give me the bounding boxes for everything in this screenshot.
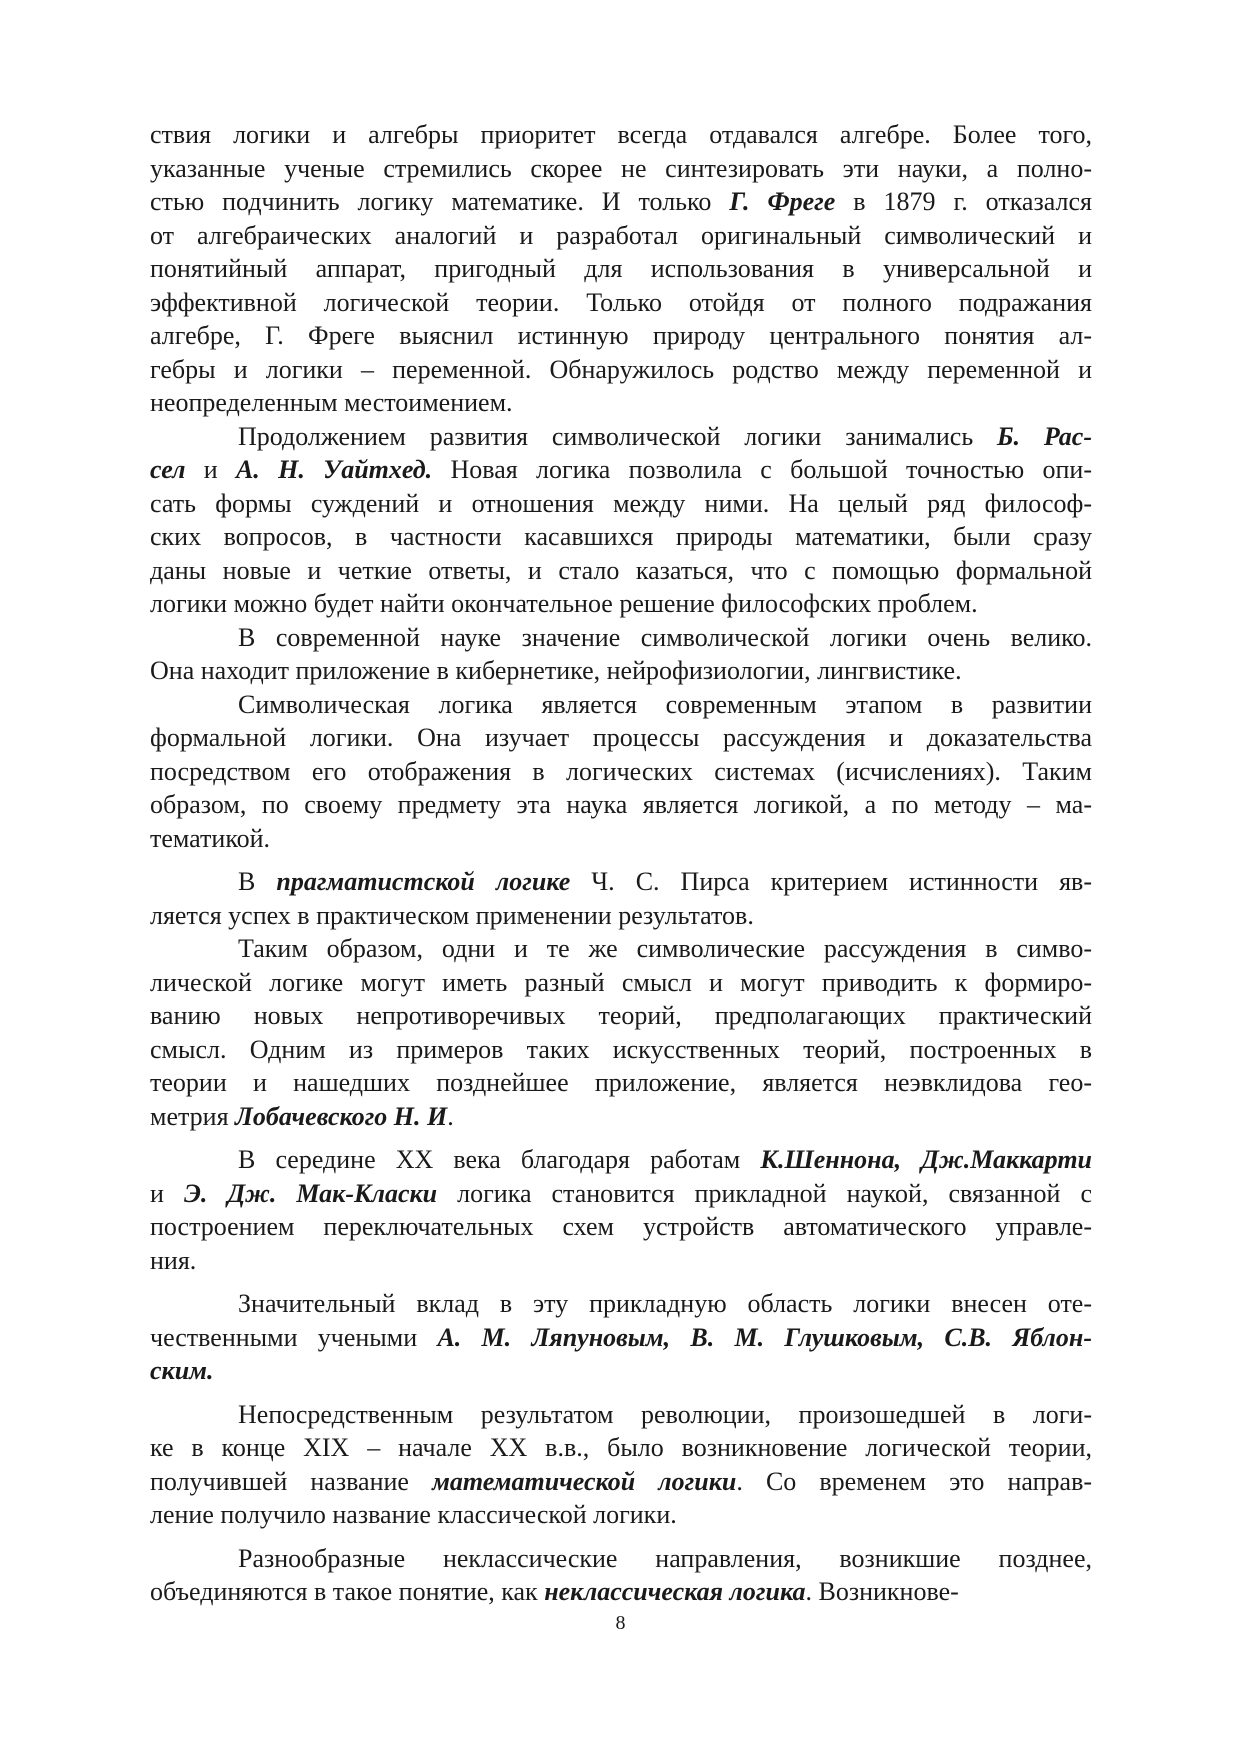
text-line — [150, 152, 1092, 186]
emphasized-term: К.Шеннона, Дж.Маккарти — [760, 1145, 1092, 1174]
text-segment: посредством его отображения в логических системах (исчислениях). Таким — [150, 756, 1092, 786]
text-line — [150, 1033, 1092, 1067]
text-segment: и — [185, 455, 236, 484]
text-segment: образом, по своему предмету эта наука является логикой, а по методу – ма- — [150, 790, 1092, 819]
text-line — [150, 286, 1092, 320]
paragraph — [150, 688, 1092, 856]
text-line — [150, 688, 1092, 722]
text-segment: тематикой. — [150, 823, 271, 853]
text-line — [150, 487, 1092, 521]
text-segment: неопределенным местоимением. — [150, 388, 513, 417]
text-segment: формальной логики. Она изучает процессы рассуждения и доказательства — [150, 723, 1092, 752]
text-segment: от алгебраических аналогий и разработал оригинальный символический и — [150, 220, 1092, 250]
paragraph — [150, 420, 1092, 621]
paragraph — [150, 1143, 1092, 1277]
text-segment: ствия логики и алгебры приоритет всегда отдавался алгебре. Более того, — [150, 120, 1092, 149]
emphasized-term: сел — [150, 455, 186, 484]
text-line — [150, 865, 1092, 899]
paragraph — [150, 1542, 1092, 1609]
text-line — [150, 1066, 1092, 1100]
text-segment: лической логике могут иметь разный смысл и могут приводить к формиро- — [150, 967, 1092, 997]
text-segment: Разнообразные неклассические направления, возникшие позднее, — [238, 1543, 1092, 1573]
text-segment: ке в конце XIX – начале XX в.в., было возникновение логической теории, — [150, 1433, 1092, 1462]
text-line — [150, 219, 1092, 253]
text-segment: гебры и логики – переменной. Обнаружилось родство между переменной и — [150, 354, 1092, 384]
text-line — [150, 252, 1092, 286]
text-line — [150, 185, 1092, 219]
text-line — [150, 1354, 1092, 1388]
paragraph — [150, 932, 1092, 1133]
text-line — [150, 755, 1092, 789]
text-segment: ляется успех в практическом применении результатов. — [150, 900, 754, 930]
text-line — [150, 118, 1092, 152]
text-segment: Таким образом, одни и те же символические рассуждения в симво- — [238, 934, 1092, 963]
text-line — [150, 654, 1092, 688]
text-segment: Новая логика позволила с большой точностью опи- — [432, 455, 1092, 484]
text-line — [150, 1398, 1092, 1432]
text-line — [150, 1321, 1092, 1355]
text-segment: даны новые и четкие ответы, и стало казаться, что с помощью формальной — [150, 555, 1092, 585]
paragraph — [150, 1398, 1092, 1532]
text-line — [150, 386, 1092, 420]
text-segment: чественными учеными — [150, 1322, 438, 1352]
text-segment: Значительный вклад в эту прикладную область логики внесен оте- — [238, 1289, 1092, 1318]
text-segment: сать формы суждений и отношения между ними. На целый ряд философ- — [150, 488, 1092, 518]
emphasized-term: прагматистской логике — [276, 867, 571, 896]
text-line — [150, 1465, 1092, 1499]
text-line — [150, 520, 1092, 554]
text-segment: понятийный аппарат, пригодный для использования в универсальной и — [150, 254, 1092, 283]
text-line — [150, 1575, 1092, 1609]
text-segment: Продолжением развития символической логики занимались — [238, 421, 998, 451]
text-segment: в 1879 г. отказался — [835, 187, 1092, 216]
text-segment: алгебре, Г. Фреге выяснил истинную природу центрального понятия ал- — [150, 321, 1092, 350]
text-segment: ских вопросов, в частности касавшихся природы математики, были сразу — [150, 522, 1092, 551]
text-segment: В современной науке значение символической логики очень велико. — [238, 622, 1092, 652]
emphasized-term: Б. Рас- — [997, 421, 1092, 451]
text-segment: . — [447, 1101, 454, 1131]
text-line — [150, 1244, 1092, 1278]
text-segment: Ч. С. Пирса критерием истинности яв- — [570, 867, 1092, 896]
text-segment: указанные ученые стремились скорее не синтезировать эти науки, а полно- — [150, 153, 1092, 183]
text-line — [150, 966, 1092, 1000]
text-line — [150, 621, 1092, 655]
text-segment: . Со временем это направ- — [736, 1466, 1093, 1496]
page-number: 8 — [615, 1612, 626, 1634]
text-segment: В середине XX века благодаря работам — [238, 1145, 761, 1174]
text-line — [150, 1498, 1092, 1532]
text-line — [150, 721, 1092, 755]
text-segment: . Возникнове- — [805, 1577, 959, 1606]
text-segment: объединяются в такое понятие, как — [150, 1577, 545, 1606]
emphasized-term: неклассическая логика — [544, 1577, 806, 1606]
text-segment: логики можно будет найти окончательное решение философских проблем. — [150, 589, 978, 618]
paragraph — [150, 865, 1092, 932]
text-line — [150, 1210, 1092, 1244]
text-line — [150, 1431, 1092, 1465]
emphasized-term: математической логики — [432, 1466, 737, 1496]
text-line — [150, 932, 1092, 966]
text-line — [150, 353, 1092, 387]
text-line — [150, 822, 1092, 856]
paragraph — [150, 621, 1092, 688]
text-line — [150, 554, 1092, 588]
emphasized-term: А. Н. Уайтхед. — [235, 455, 433, 484]
emphasized-term: Э. Дж. Мак-Класки — [183, 1178, 438, 1208]
text-line — [150, 1143, 1092, 1177]
emphasized-term: ским. — [150, 1356, 214, 1385]
text-line — [150, 1287, 1092, 1321]
text-line — [150, 420, 1092, 454]
text-line — [150, 319, 1092, 353]
text-segment: логика становится прикладной наукой, связанной с — [437, 1178, 1092, 1208]
text-segment: эффективной логической теории. Только отойдя от полного подражания — [150, 287, 1092, 317]
text-segment: смысл. Одним из примеров таких искусственных теорий, построенных в — [150, 1034, 1092, 1064]
text-line — [150, 1542, 1092, 1576]
text-segment: ния. — [150, 1245, 197, 1275]
text-segment: ление получило название классической логики. — [150, 1500, 677, 1529]
text-segment: получившей название — [150, 1466, 433, 1496]
page-body — [150, 118, 1092, 1609]
text-segment: метрия — [150, 1101, 236, 1131]
emphasized-term: А. М. Ляпуновым, В. М. Глушковым, С.В. Яблон- — [437, 1322, 1092, 1352]
text-line — [150, 587, 1092, 621]
text-segment: Непосредственным результатом революции, произошедшей в логи- — [238, 1399, 1092, 1429]
text-segment: Она находит приложение в кибернетике, нейрофизиологии, лингвистике. — [150, 656, 962, 685]
text-line — [150, 1177, 1092, 1211]
emphasized-term: Лобачевского Н. И — [235, 1101, 448, 1131]
text-segment: стью подчинить логику математике. И только — [150, 187, 730, 216]
text-line — [150, 1100, 1092, 1134]
text-line — [150, 899, 1092, 933]
text-line — [150, 453, 1092, 487]
text-line — [150, 999, 1092, 1033]
paragraph — [150, 1287, 1092, 1388]
emphasized-term: Г. Фреге — [729, 187, 836, 216]
text-line — [150, 788, 1092, 822]
text-segment: В — [238, 867, 277, 896]
text-segment: и — [150, 1178, 184, 1208]
text-segment: теории и нашедших позднейшее приложение, является неэвклидова гео- — [150, 1068, 1092, 1097]
paragraph — [150, 118, 1092, 420]
text-segment: построением переключательных схем устройств автоматического управле- — [150, 1212, 1092, 1241]
text-segment: Символическая логика является современным этапом в развитии — [238, 689, 1092, 719]
text-segment: ванию новых непротиворечивых теорий, предполагающих практический — [150, 1001, 1092, 1030]
